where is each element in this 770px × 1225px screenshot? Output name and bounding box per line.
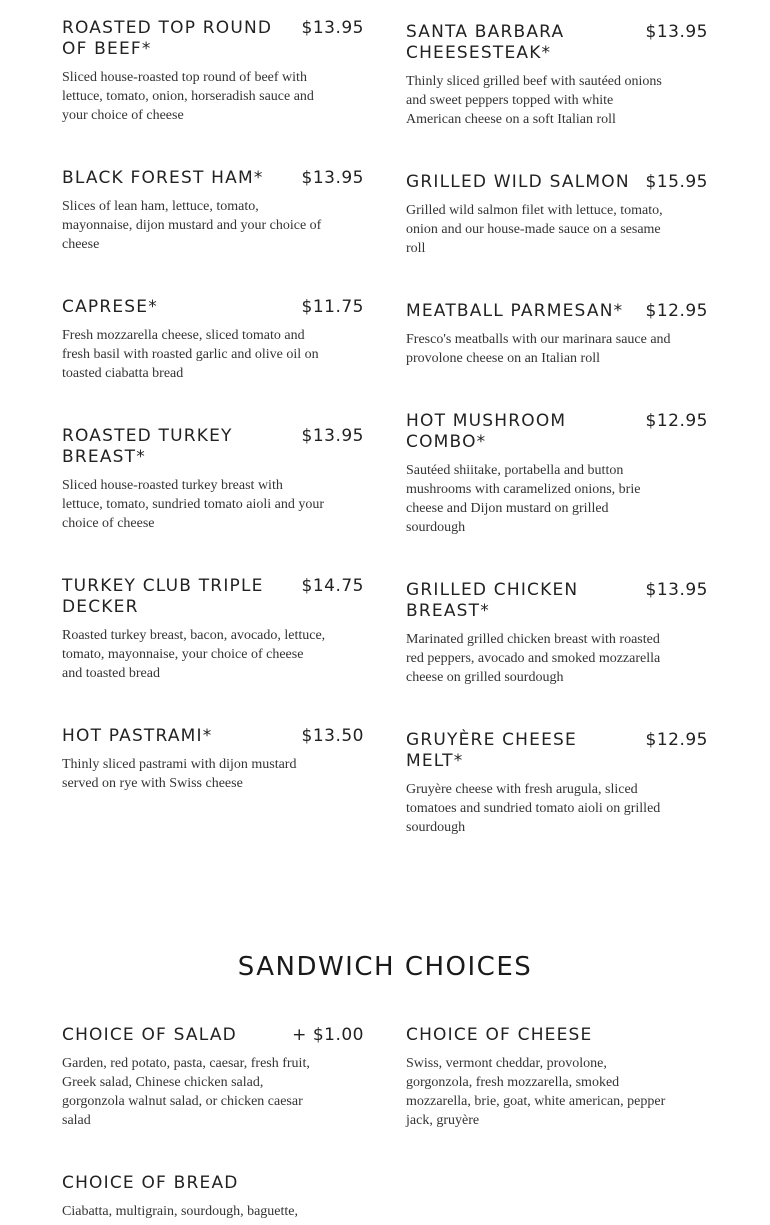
menu-item-name: TURKEY CLUB TRIPLE DECKER bbox=[62, 576, 264, 617]
menu-item-name: GRILLED WILD SALMON bbox=[406, 172, 630, 192]
menu-item-header bbox=[406, 411, 708, 453]
menu-item-description: Grilled wild salmon filet with lettuce, tomato, onion and our house-made sauce on a sesame roll bbox=[406, 203, 663, 256]
choice-name: CHOICE OF CHEESE bbox=[406, 1025, 593, 1045]
menu-item-header bbox=[62, 426, 364, 468]
menu-item-header bbox=[62, 576, 364, 618]
menu-item-description: Gruyère cheese with fresh arugula, sliced tomatoes and sundried tomato aioli on grilled sourdough bbox=[406, 782, 661, 835]
menu-item-gruyere-cheese-melt bbox=[406, 730, 708, 837]
menu-item-description: Sliced house-roasted turkey breast with lettuce, tomato, sundried tomato aioli and your choice of cheese bbox=[62, 478, 325, 531]
menu-item-price: $15.95 bbox=[645, 172, 708, 192]
menu-item-price: $12.95 bbox=[645, 411, 708, 431]
menu-item-price: $13.95 bbox=[301, 18, 364, 38]
choice-of-cheese bbox=[406, 1025, 708, 1130]
menu-item-price: $11.75 bbox=[301, 297, 364, 317]
choice-name: CHOICE OF BREAD bbox=[62, 1173, 239, 1193]
menu-item-header bbox=[406, 22, 708, 64]
menu-item-header bbox=[406, 730, 708, 772]
menu-item-name: BLACK FOREST HAM* bbox=[62, 168, 264, 188]
menu-item-name: ROASTED TURKEY BREAST* bbox=[62, 426, 233, 467]
menu-item-description: Roasted turkey breast, bacon, avocado, lettuce, tomato, mayonnaise, your choice of cheese and toasted bread bbox=[62, 628, 326, 681]
menu-item-description: Thinly sliced grilled beef with sautéed onions and sweet peppers topped with white American cheese on a soft Italian roll bbox=[406, 74, 662, 127]
menu-item-header bbox=[62, 18, 364, 60]
menu-item-description: Fresco's meatballs with our marinara sauce and provolone cheese on an Italian roll bbox=[406, 332, 671, 366]
section-title-sandwich-choices: SANDWICH CHOICES bbox=[237, 952, 533, 982]
menu-item-name: GRILLED CHICKEN BREAST* bbox=[406, 580, 579, 621]
menu-item-hot-mushroom-combo bbox=[406, 411, 708, 537]
menu-item-grilled-chicken-breast bbox=[406, 580, 708, 687]
menu-item-name: CAPRESE* bbox=[62, 297, 158, 317]
menu-item-description: Sliced house-roasted top round of beef with lettuce, tomato, onion, horseradish sauce and your choice of cheese bbox=[62, 70, 314, 123]
menu-item-description: Thinly sliced pastrami with dijon mustard served on rye with Swiss cheese bbox=[62, 757, 297, 791]
menu-item-santa-barbara-cheesesteak bbox=[406, 22, 708, 129]
menu-item-roasted-top-round bbox=[62, 18, 364, 125]
menu-item-price: $12.95 bbox=[645, 301, 708, 321]
menu-item-header bbox=[406, 172, 708, 193]
choice-header bbox=[62, 1173, 364, 1194]
menu-item-name: MEATBALL PARMESAN* bbox=[406, 301, 624, 321]
menu-item-price: $12.95 bbox=[645, 730, 708, 750]
menu-item-name: ROASTED TOP ROUND OF BEEF* bbox=[62, 18, 273, 59]
menu-item-grilled-wild-salmon bbox=[406, 172, 708, 258]
menu-item-turkey-club bbox=[62, 576, 364, 683]
menu-item-price: $13.50 bbox=[301, 726, 364, 746]
choice-header bbox=[406, 1025, 708, 1046]
choice-header bbox=[62, 1025, 364, 1046]
menu-item-name: HOT MUSHROOM COMBO* bbox=[406, 411, 567, 452]
choice-name: CHOICE OF SALAD bbox=[62, 1025, 237, 1045]
menu-item-description: Marinated grilled chicken breast with roasted red peppers, avocado and smoked mozzarella cheese on grilled sourdough bbox=[406, 632, 661, 685]
menu-item-price: $13.95 bbox=[645, 22, 708, 42]
menu-item-name: HOT PASTRAMI* bbox=[62, 726, 213, 746]
menu-item-header bbox=[62, 168, 364, 189]
menu-item-name: GRUYÈRE CHEESE MELT* bbox=[406, 730, 577, 771]
menu-item-hot-pastrami bbox=[62, 726, 364, 793]
menu-item-name: SANTA BARBARA CHEESESTEAK* bbox=[406, 22, 565, 63]
choice-of-bread bbox=[62, 1173, 364, 1221]
menu-item-black-forest-ham bbox=[62, 168, 364, 254]
menu-item-meatball-parmesan bbox=[406, 301, 708, 368]
choice-description: Garden, red potato, pasta, caesar, fresh fruit, Greek salad, Chinese chicken salad, gorgonzola walnut salad, or chicken caesar salad bbox=[62, 1056, 310, 1128]
menu-item-price: $13.95 bbox=[301, 426, 364, 446]
menu-item-header bbox=[62, 297, 364, 318]
menu-item-caprese bbox=[62, 297, 364, 383]
choice-of-salad bbox=[62, 1025, 364, 1130]
choice-description: Swiss, vermont cheddar, provolone, gorgonzola, fresh mozzarella, smoked mozzarella, brie, goat, white american, pepper jack, gruyère bbox=[406, 1056, 666, 1128]
choice-description: Ciabatta, multigrain, sourdough, baguette, bbox=[62, 1204, 299, 1219]
menu-item-description: Slices of lean ham, lettuce, tomato, mayonnaise, dijon mustard and your choice of cheese bbox=[62, 199, 322, 252]
menu-item-price: $13.95 bbox=[645, 580, 708, 600]
menu-item-price: $13.95 bbox=[301, 168, 364, 188]
menu-item-roasted-turkey-breast bbox=[62, 426, 364, 533]
menu-item-description: Fresh mozzarella cheese, sliced tomato and fresh basil with roasted garlic and olive oil on toasted ciabatta bread bbox=[62, 328, 319, 381]
menu-item-description: Sautéed shiitake, portabella and button mushrooms with caramelized onions, brie cheese and Dijon mustard on grilled sourdough bbox=[406, 463, 641, 535]
menu-item-header bbox=[62, 726, 364, 747]
menu-item-price: $14.75 bbox=[301, 576, 364, 596]
menu-item-header bbox=[406, 301, 708, 322]
menu-item-header bbox=[406, 580, 708, 622]
choice-price: + $1.00 bbox=[292, 1025, 364, 1045]
